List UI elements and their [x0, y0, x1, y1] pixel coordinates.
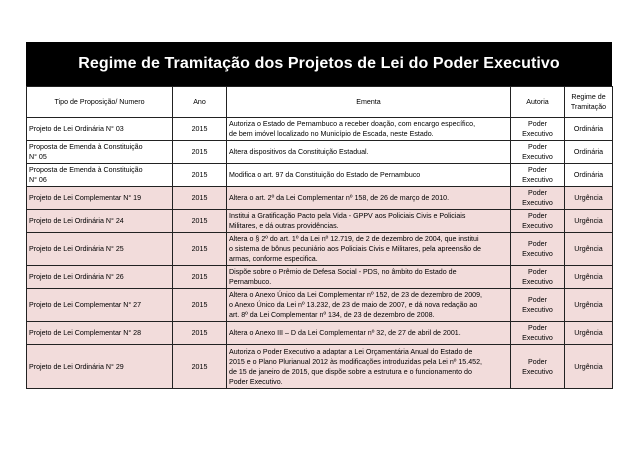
cell-regime: Urgência: [565, 289, 613, 322]
cell-ementa-line: Militares, e dá outras providências.: [229, 222, 339, 230]
table-row: [27, 345, 613, 389]
cell-autoria-line: Executivo: [522, 334, 553, 342]
cell-tipo: [27, 164, 173, 187]
cell-ano: 2015: [173, 187, 227, 210]
cell-autoria-line: Poder: [528, 240, 547, 248]
cell-ementa-line: Altera o Anexo Único da Lei Complementar nº 152, de 23 de dezembro de 2009,: [229, 291, 483, 299]
cell-ementa-line: Modifica o art. 97 da Constituição do Estado de Pernambuco: [229, 171, 421, 179]
header-row: [27, 87, 613, 118]
cell-autoria: [511, 187, 565, 210]
cell-ementa: [227, 345, 511, 389]
cell-ementa-line: Autoriza o Poder Executivo a adaptar a Lei Orçamentária Anual do Estado de: [229, 347, 473, 356]
table-row: [27, 118, 613, 141]
cell-regime: Urgência: [565, 266, 613, 289]
cell-ementa-line: de bem imóvel localizado no Município de Escada, neste Estado.: [229, 130, 434, 138]
cell-autoria-line: Executivo: [522, 278, 553, 286]
cell-regime: Urgência: [565, 345, 613, 389]
cell-autoria-line: Executivo: [522, 306, 553, 314]
cell-regime: Ordinária: [565, 164, 613, 187]
table-body: [27, 118, 613, 389]
cell-ano: 2015: [173, 233, 227, 266]
cell-ementa-line: Altera o art. 2º da Lei Complementar nº 158, de 26 de março de 2010.: [229, 194, 450, 202]
cell-ementa: [227, 187, 511, 210]
cell-autoria: [511, 233, 565, 266]
cell-tipo: Projeto de Lei Complementar N° 27: [27, 289, 173, 322]
cell-tipo: Projeto de Lei Ordinária N° 24: [27, 210, 173, 233]
cell-autoria: [511, 322, 565, 345]
cell-ano: 2015: [173, 266, 227, 289]
cell-autoria-line: Poder: [528, 212, 547, 220]
cell-ano: 2015: [173, 210, 227, 233]
cell-autoria-line: Executivo: [522, 153, 553, 161]
cell-autoria-line: Poder: [528, 120, 547, 128]
header-tipo: Tipo de Proposição/ Numero: [27, 87, 173, 118]
cell-autoria: [511, 118, 565, 141]
cell-tipo: [27, 141, 173, 164]
cell-ementa-line: Autoriza o Estado de Pernambuco a receber doação, com encargo específico,: [229, 120, 476, 128]
cell-ementa-line: Dispõe sobre o Prêmio de Defesa Social - PDS, no âmbito do Estado de: [229, 268, 457, 276]
table-row: [27, 210, 613, 233]
cell-autoria-line: Executivo: [522, 222, 553, 230]
cell-ementa-line: Pernambuco.: [229, 278, 272, 286]
cell-autoria-line: Poder: [528, 324, 547, 332]
cell-autoria: [511, 141, 565, 164]
header-regime-line2: Tramitação: [570, 103, 607, 111]
cell-regime: Urgência: [565, 233, 613, 266]
cell-ementa-line: o Anexo Único da Lei nº 13.232, de 23 de maio de 2007, e dá nova redação ao: [229, 301, 478, 309]
table-row: [27, 187, 613, 210]
table-row: [27, 164, 613, 187]
header-autoria: Autoria: [511, 87, 565, 118]
cell-autoria-line: Executivo: [522, 199, 553, 207]
cell-autoria-line: Executivo: [522, 367, 553, 376]
cell-ementa-line: de 15 de janeiro de 2015, que dispõe sobre a estrutura e o funcionamento do: [229, 367, 472, 376]
cell-tipo: Projeto de Lei Ordinária N° 26: [27, 266, 173, 289]
cell-ementa: [227, 141, 511, 164]
cell-ementa-line: armas, conforme especifica.: [229, 255, 318, 263]
cell-tipo-line: N° 05: [29, 153, 47, 161]
projects-table: [26, 86, 613, 389]
cell-ano: 2015: [173, 322, 227, 345]
cell-tipo: Projeto de Lei Complementar N° 28: [27, 322, 173, 345]
cell-ementa: [227, 289, 511, 322]
cell-autoria-line: Poder: [528, 357, 547, 366]
cell-tipo: Projeto de Lei Complementar N° 19: [27, 187, 173, 210]
cell-autoria-line: Poder: [528, 166, 547, 174]
cell-tipo: Projeto de Lei Ordinária N° 29: [27, 345, 173, 389]
cell-regime: Urgência: [565, 322, 613, 345]
table-row: [27, 289, 613, 322]
cell-ano: 2015: [173, 164, 227, 187]
header-ano: Ano: [173, 87, 227, 118]
table-title: Regime de Tramitação dos Projetos de Lei do Poder Executivo: [26, 42, 612, 86]
cell-ementa-line: o sistema de bônus pecuniário aos Policiais Civis e Militares, pela apreensão de: [229, 245, 481, 253]
cell-ano: 2015: [173, 289, 227, 322]
cell-ano: 2015: [173, 345, 227, 389]
cell-regime: Ordinária: [565, 141, 613, 164]
cell-autoria: [511, 266, 565, 289]
header-regime-line1: Regime de: [571, 93, 606, 101]
cell-tipo: Projeto de Lei Ordinária N° 03: [27, 118, 173, 141]
cell-autoria-line: Executivo: [522, 130, 553, 138]
cell-ano: 2015: [173, 141, 227, 164]
table-row: [27, 233, 613, 266]
cell-ementa-line: Poder Executivo.: [229, 377, 283, 386]
document-sheet: [26, 42, 612, 389]
cell-autoria: [511, 345, 565, 389]
cell-ementa-line: 2015 e o Plano Plurianual 2012 às modificações introduzidas pela Lei nº 15.452,: [229, 357, 483, 366]
cell-ementa: [227, 233, 511, 266]
cell-ementa-line: Institui a Gratificação Pacto pela Vida - GPPV aos Policiais Civis e Policiais: [229, 212, 466, 220]
cell-autoria-line: Executivo: [522, 250, 553, 258]
cell-ementa: [227, 322, 511, 345]
cell-tipo-line: Proposta de Emenda à Constituição: [29, 143, 143, 151]
cell-autoria-line: Poder: [528, 189, 547, 197]
cell-ementa-line: Altera o Anexo III – D da Lei Complementar nº 32, de 27 de abril de 2001.: [229, 329, 461, 337]
cell-regime: Urgência: [565, 187, 613, 210]
cell-tipo-line: N° 06: [29, 176, 47, 184]
cell-ementa: [227, 210, 511, 233]
cell-ementa: [227, 118, 511, 141]
header-regime: [565, 87, 613, 118]
cell-autoria: [511, 164, 565, 187]
cell-autoria-line: Poder: [528, 268, 547, 276]
cell-regime: Urgência: [565, 210, 613, 233]
table-row: [27, 141, 613, 164]
cell-ementa: [227, 266, 511, 289]
cell-autoria-line: Poder: [528, 143, 547, 151]
cell-regime: Ordinária: [565, 118, 613, 141]
cell-autoria: [511, 210, 565, 233]
cell-tipo: Projeto de Lei Ordinária N° 25: [27, 233, 173, 266]
cell-ementa-line: Altera dispositivos da Constituição Estadual.: [229, 148, 369, 156]
cell-ementa-line: Altera o § 2º do art. 1º da Lei nº 12.719, de 2 de dezembro de 2004, que institui: [229, 235, 479, 243]
cell-ano: 2015: [173, 118, 227, 141]
cell-autoria: [511, 289, 565, 322]
table-row: [27, 322, 613, 345]
cell-ementa: [227, 164, 511, 187]
cell-autoria-line: Executivo: [522, 176, 553, 184]
cell-autoria-line: Poder: [528, 296, 547, 304]
header-ementa: Ementa: [227, 87, 511, 118]
table-row: [27, 266, 613, 289]
cell-tipo-line: Proposta de Emenda à Constituição: [29, 166, 143, 174]
cell-ementa-line: art. 8º da Lei Complementar nº 134, de 23 de dezembro de 2008.: [229, 311, 435, 319]
